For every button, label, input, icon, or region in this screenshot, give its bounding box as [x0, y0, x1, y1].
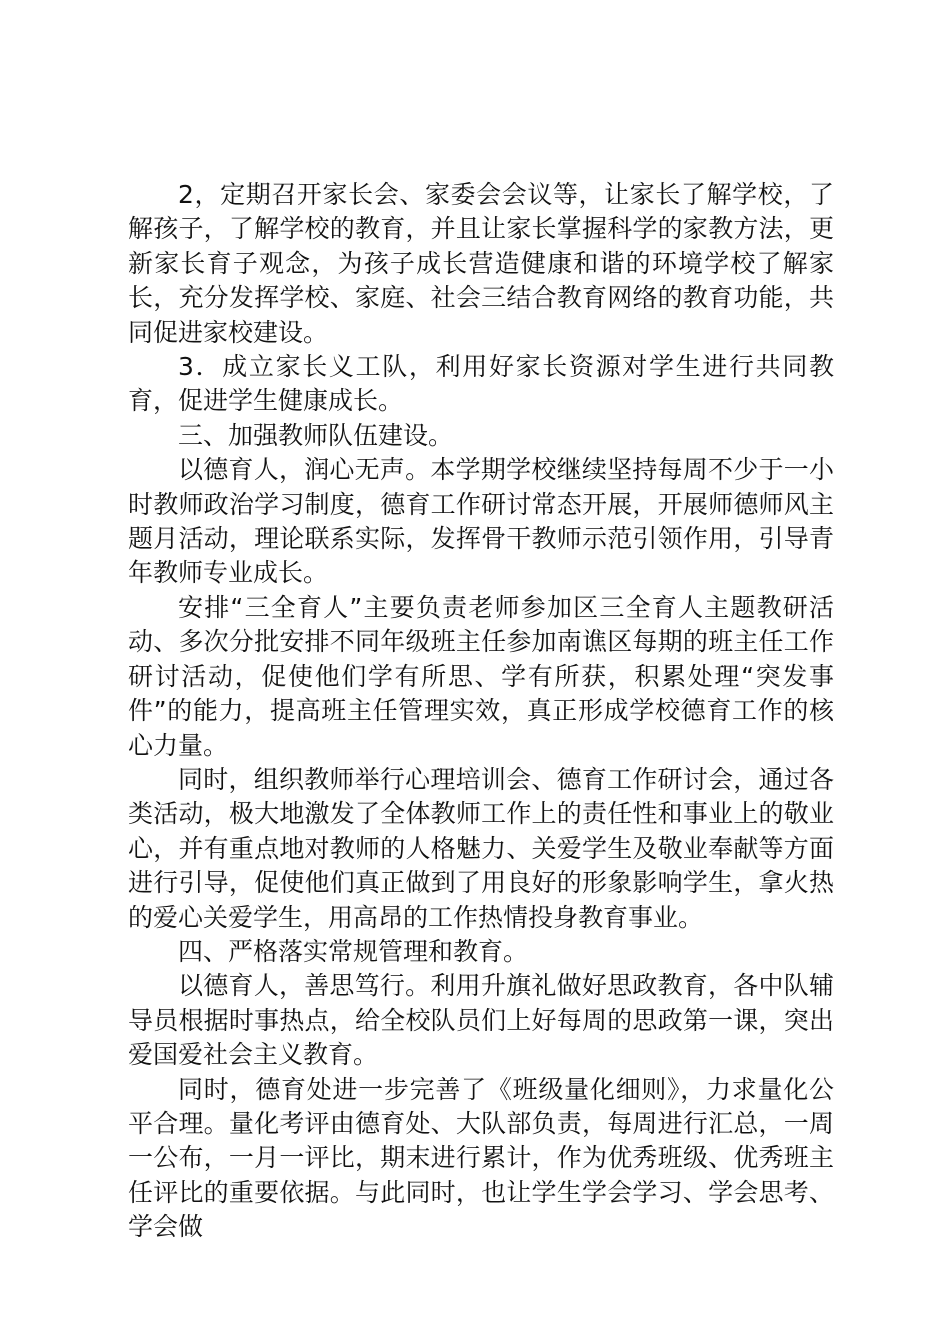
- document-page: [128, 178, 834, 1245]
- paragraph-parent-volunteers: 3．成立家长义工队，利用好家长资源对学生进行共同教育，促进学生健康成长。: [128, 352, 834, 416]
- section-heading-routine-management: 四、严格落实常规管理和教育。: [178, 936, 529, 966]
- section-heading-teacher-team: 三、加强教师队伍建设。: [178, 420, 454, 450]
- paragraph-teacher-psychology: 同时，组织教师举行心理培训会、德育工作研讨会，通过各类活动，极大地激发了全体教师工作上的责任性和事业上的敬业心，并有重点地对教师的人格魅力、关爱学生及敬业奉献等方面进行引导，促使他们真正做到了用良好的形象影响学生，拿火热的爱心关爱学生，用高昂的工作热情投身教育事业。: [128, 764, 834, 932]
- paragraph-flag-ceremony: 以德育人，善思笃行。利用升旗礼做好思政教育，各中队辅导员根据时事热点，给全校队员们上好每周的思政第一课，突出爱国爱社会主义教育。: [128, 971, 834, 1070]
- paragraph-teacher-study: 以德育人，润心无声。本学期学校继续坚持每周不少于一小时教师政治学习制度，德育工作研讨常态开展，开展师德师风主题月活动，理论联系实际，发挥骨干教师示范引领作用，引导青年教师专业成长。: [128, 455, 834, 588]
- paragraph-class-quantification: 同时，德育处进一步完善了《班级量化细则》，力求量化公平合理。量化考评由德育处、大队部负责，每周进行汇总，一周一公布，一月一评比，期末进行累计，作为优秀班级、优秀班主任评比的重要依据。与此同时，也让学生学会学习、学会思考、学会做: [128, 1074, 834, 1242]
- paragraph-parent-meetings: 2，定期召开家长会、家委会会议等，让家长了解学校，了解孩子，了解学校的教育，并且让家长掌握科学的家教方法，更新家长育子观念，为孩子成长营造健康和谐的环境学校了解家长，充分发挥学校、家庭、社会三结合教育网络的教育功能，共同促进家校建设。: [128, 180, 834, 347]
- paragraph-head-teacher-training: 安排“三全育人”主要负责老师参加区三全育人主题教研活动、多次分批安排不同年级班主任参加南谯区每期的班主任工作研讨活动，促使他们学有所思、学有所获，积累处理“突发事件”的能力，提高班主任管理实效，真正形成学校德育工作的核心力量。: [128, 592, 834, 760]
